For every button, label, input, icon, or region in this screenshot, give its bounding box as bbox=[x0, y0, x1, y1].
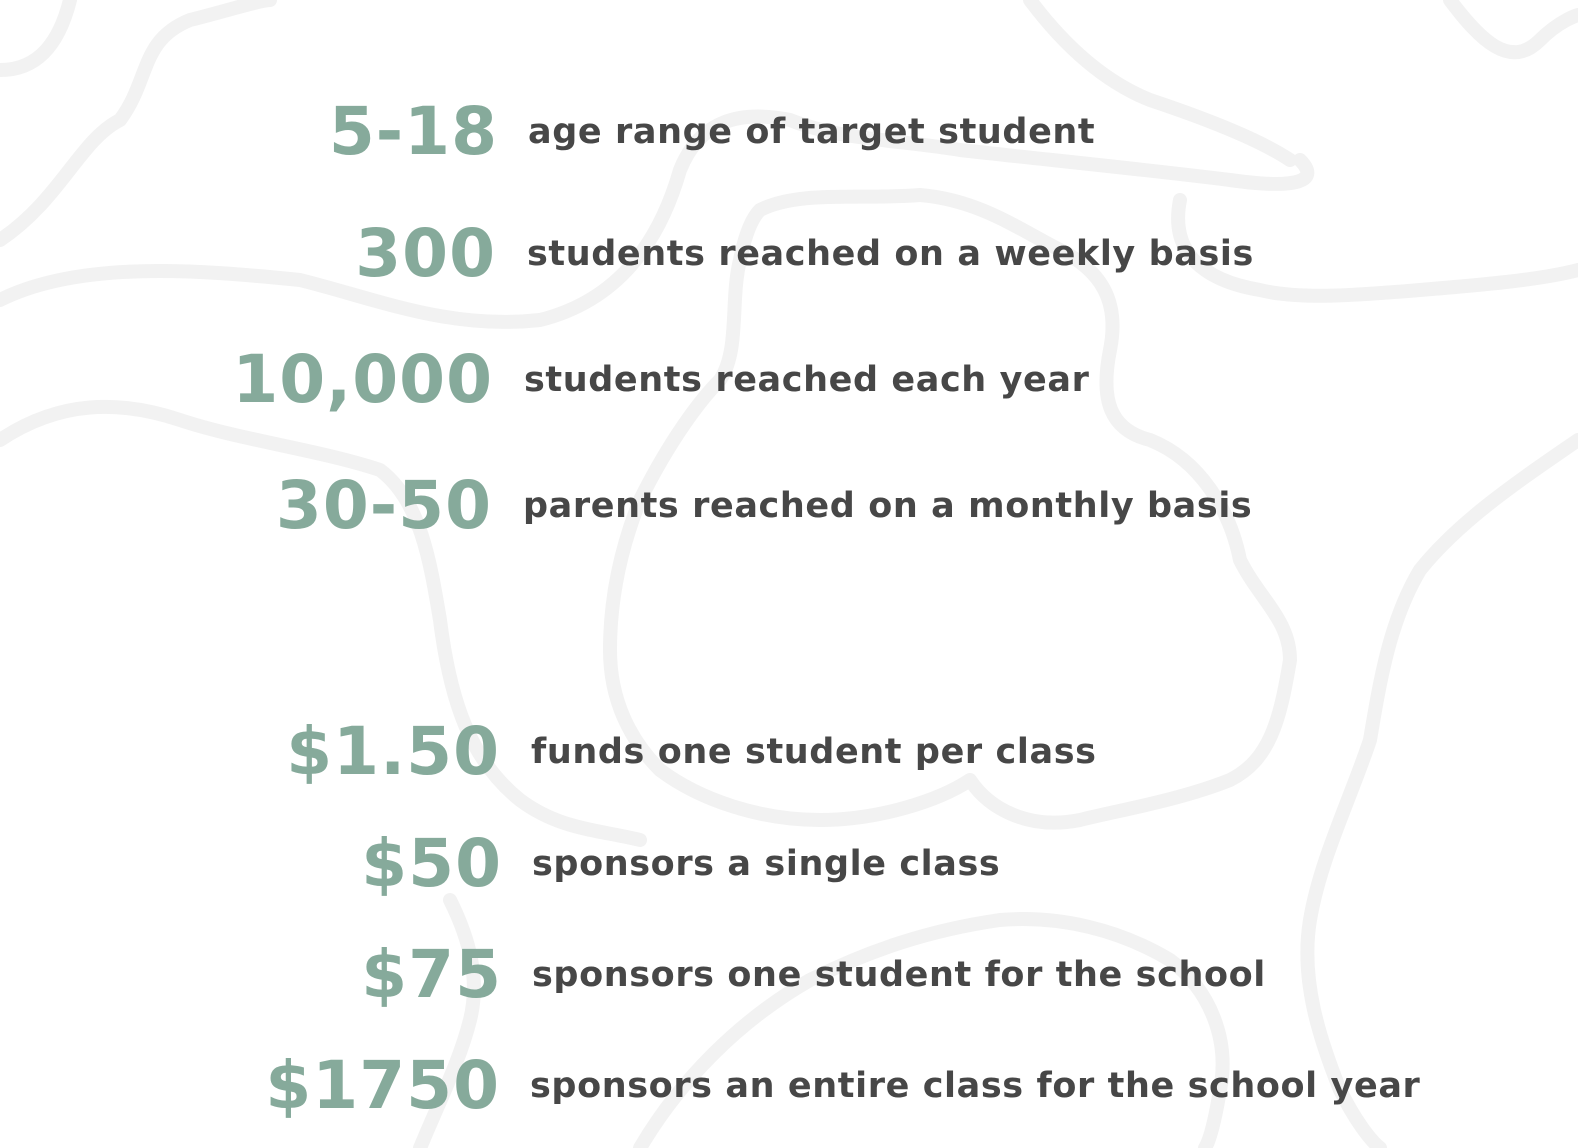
funding-stat-value: $75 bbox=[361, 936, 502, 1013]
funding-stat-label: sponsors an entire class for the school year bbox=[530, 1066, 1421, 1106]
reach-stat-value: 30-50 bbox=[275, 467, 492, 544]
reach-stat-value: 5-18 bbox=[328, 93, 498, 170]
funding-stat-row bbox=[0, 1046, 1578, 1126]
reach-stat-row bbox=[0, 214, 1578, 294]
reach-stat-row bbox=[0, 340, 1578, 420]
reach-stat-row bbox=[0, 466, 1578, 546]
funding-stat-row bbox=[0, 935, 1578, 1015]
reach-stat-row bbox=[0, 92, 1578, 172]
reach-stat-label: age range of target student bbox=[528, 112, 1096, 152]
reach-stat-value: 10,000 bbox=[232, 341, 493, 418]
funding-stat-label: sponsors one student for the school bbox=[532, 955, 1266, 995]
funding-stat-label: funds one student per class bbox=[531, 732, 1097, 772]
funding-stat-row bbox=[0, 712, 1578, 792]
funding-stat-value: $1750 bbox=[265, 1047, 500, 1124]
reach-stat-label: students reached on a weekly basis bbox=[527, 234, 1254, 274]
funding-stat-row bbox=[0, 824, 1578, 904]
funding-stat-value: $1.50 bbox=[286, 713, 500, 790]
funding-stat-label: sponsors a single class bbox=[532, 844, 1001, 884]
reach-stat-label: parents reached on a monthly basis bbox=[523, 486, 1253, 526]
reach-stat-label: students reached each year bbox=[524, 360, 1090, 400]
funding-stat-value: $50 bbox=[361, 825, 502, 902]
reach-stat-value: 300 bbox=[355, 215, 496, 292]
